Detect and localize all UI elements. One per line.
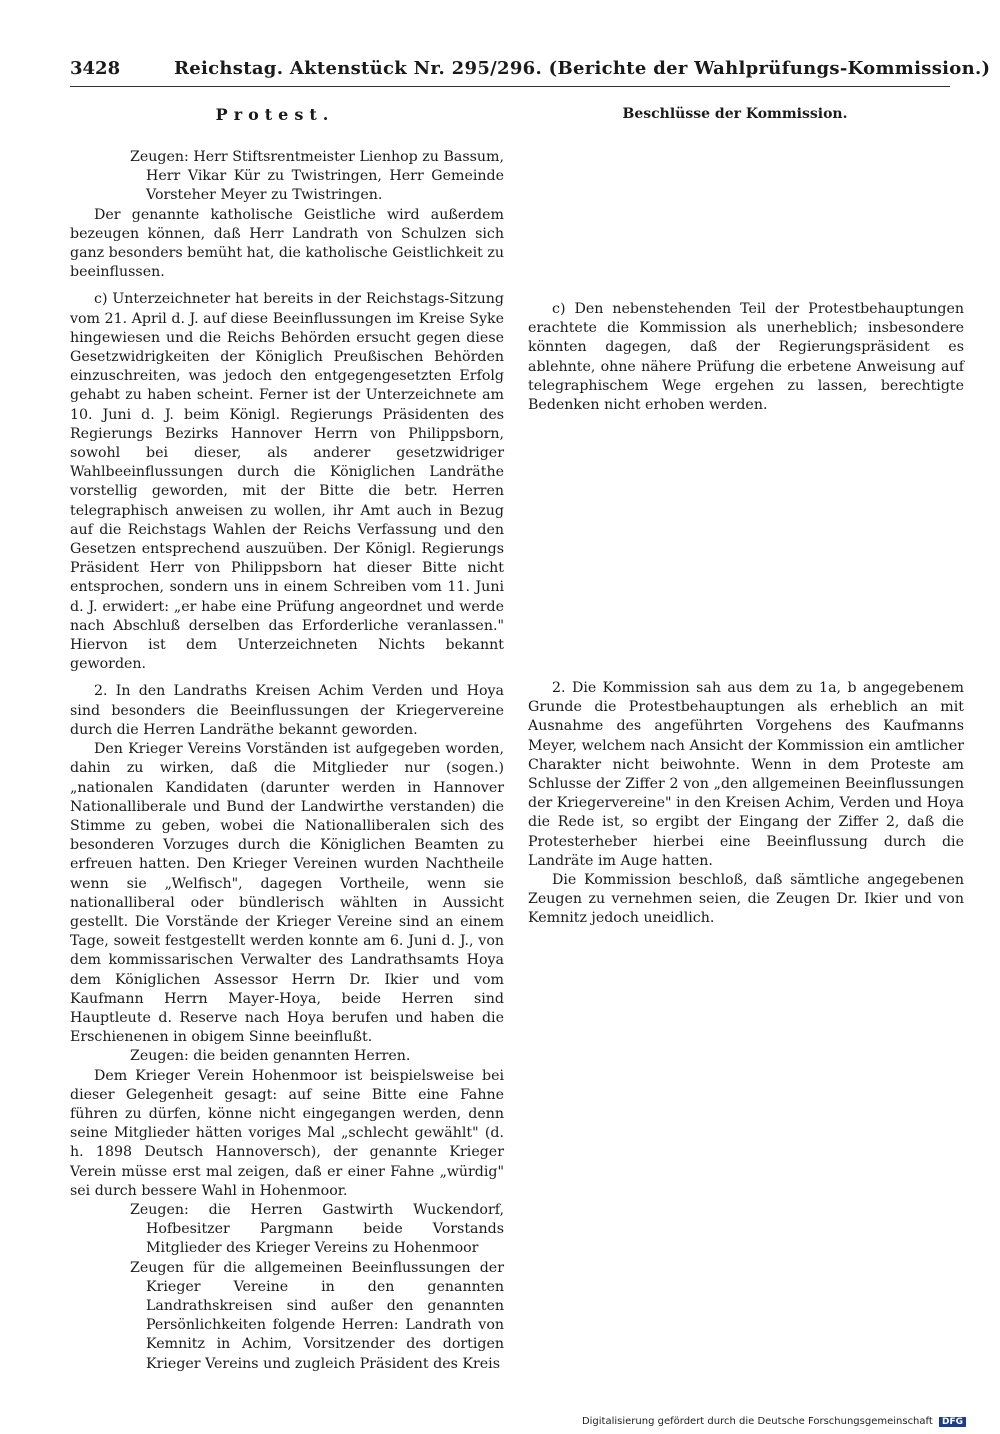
digitization-credit <box>582 1416 966 1427</box>
dfg-logo: DFG <box>939 1417 966 1427</box>
protest-column <box>70 148 504 1374</box>
protest-paragraph-2: 2. In den Landraths Kreisen Achim Verden und Hoya sind besonders die Beeinflussungen der Kriegervereine durch die Herren Landräthe bekannt geworden. <box>70 683 504 738</box>
witness-paragraph: Zeugen: Herr Stiftsrentmeister Lienhop zu Bassum, Herr Vikar Kür zu Twistringen, Herr Gemeinde Vorsteher Meyer zu Twistringen. <box>130 149 504 204</box>
protest-paragraph: Dem Krieger Verein Hohenmoor ist beispielsweise bei dieser Gelegenheit gesagt: auf seine Bitte eine Fahne führen zu dürfen, könne nicht eingegangen werden, denn seine Mitglieder hätten voriges Mal „schlecht gewählt" (d. h. 1898 Deutsch Hannoversch), der genannte Krieger Verein müsse erst mal zeigen, daß er einer Fahne „würdig" sei durch bessere Wahl in Hohenmoor. <box>70 1067 504 1199</box>
resolution-paragraph-c: c) Den nebenstehenden Teil der Protestbehauptungen erachtete die Kommission als unerheblich; insbesondere könnten dagegen, daß der Regierungspräsident es ablehnte, ohne nähere Prüfung die erbetene Anweisung auf telegraphischem Wege ergehen zu lassen, berechtigte Bedenken nicht erhoben werden. <box>528 301 964 414</box>
witness-paragraph: Zeugen für die allgemeinen Beeinflussungen der Krieger Vereine in den genannten Landrathskreisen sind außer den genannten Persönlichkeiten folgende Herren: Landrath von Kemnitz in Achim, Vorsitzender des dortigen Krieger Vereins und zugleich Präsident des Kreis <box>130 1259 504 1372</box>
witness-paragraph: Zeugen: die Herren Gastwirth Wuckendorf, Hofbesitzer Pargmann beide Vorstands Mitglieder des Krieger Vereins zu Hohenmoor <box>130 1201 504 1257</box>
protest-paragraph: Der genannte katholische Geistliche wird außerdem bezeugen können, daß Herr Landrath von Schulzen sich ganz besonders bemüht hat, die katholische Geistlichkeit zu beeinflussen. <box>70 206 504 281</box>
running-title: Reichstag. Aktenstück Nr. 295/296. (Berichte der Wahlprüfungs-Kommission.) <box>174 58 991 79</box>
resolution-c <box>528 300 964 415</box>
protest-paragraph: Den Krieger Vereins Vorständen ist aufgegeben worden, dahin zu wirken, daß die Mitglieder nur (sogen.) „nationalen Kandidaten (darunter werden in Hannover Nationalliberale und Bund der Landwirthe verstanden) die Stimme zu geben, wobei die Nationalliberalen sich des besonderen Vorzuges durch die Königlichen Beamten zu erfreuen hatten. Den Krieger Vereinen wurden Nachtheile wenn sie „Welfisch", dagegen Vortheile, wenn sie nationalliberal oder bündlerisch wählten in Aussicht gestellt. Die Vorstände der Krieger Vereine sind an einem Tage, soweit festgestellt werden konnte am 6. Juni d. J., von dem kommissarischen Verwalter des Landrathsamts Hoya dem Königlichen Assessor Herrn Dr. Ikier und vom Kaufmann Herrn Mayer-Hoya, beide Herren sind Hauptleute d. Reserve nach Hoya berufen und haben die Erschienenen in obigem Sinne beeinflußt. <box>70 741 504 1046</box>
credit-text: Digitalisierung gefördert durch die Deutsche Forschungsgemeinschaft <box>581 1416 933 1427</box>
protest-paragraph-c: c) Unterzeichneter hat bereits in der Reichstags-Sitzung vom 21. April d. J. auf diese Beeinflussungen im Kreise Syke hingewiesen und die Reichs Behörden ersucht gegen diese Gesetzwidrigkeiten der Königlich Preußischen Behörden einzuschreiten, was jedoch den entgegengesetzten Erfolg gehabt zu haben scheint. Ferner ist der Unterzeichnete am 10. Juni d. J. beim Königl. Regierungs Präsidenten des Regierungs Bezirks Hannover Herrn von Philippsborn, sowohl bei dieser, als anderer gesetzwidriger Wahlbeeinflussungen durch die Königlichen Landräthe vorstellig geworden, mit der Bitte die betr. Herren telegraphisch anweisen zu wollen, ihr Amt auch in Bezug auf die Reichstags Wahlen der Reichs Verfassung und den Gesetzen entsprechend auszuüben. Der Königl. Regierungs Präsident Herr von Philippsborn hat dieser Bitte nicht entsprochen, sondern uns in einem Schreiben vom 11. Juni d. J. erwidert: „er habe eine Prüfung angeordnet und werde nach Abschluß derselben das Erforderliche veranlassen." Hiervon ist dem Unterzeichneten Nichts bekannt geworden. <box>70 291 504 673</box>
resolutions-heading: Beschlüsse der Kommission. <box>622 106 848 122</box>
page-number: 3428 <box>70 58 121 79</box>
page-header <box>70 58 991 87</box>
resolution-paragraph: Die Kommission beschloß, daß sämtliche angegebenen Zeugen zu vernehmen seien, die Zeugen Dr. Ikier und von Kemnitz jedoch uneidlich. <box>528 872 964 927</box>
resolution-paragraph-2: 2. Die Kommission sah aus dem zu 1a, b angegebenem Grunde die Protestbehauptungen als erheblich an mit Ausnahme des angeführten Vorgehens des Kaufmanns Meyer, welchem nach Ansicht der Kommission ein amtlicher Charakter nicht beiwohnte. Wenn in dem Proteste am Schlusse der Ziffer 2 von „den allgemeinen Beeinflussungen der Kriegervereine" in den Kreisen Achim, Verden und Hoya die Rede ist, so ergibt der Eingang der Ziffer 2, daß die Protesterheber hierbei eine Beeinflussung durch die Landräte im Auge hatten. <box>528 680 964 869</box>
witness-paragraph: Zeugen: die beiden genannten Herren. <box>130 1048 411 1065</box>
protest-heading: Protest. <box>215 105 335 124</box>
resolution-2 <box>528 679 964 929</box>
